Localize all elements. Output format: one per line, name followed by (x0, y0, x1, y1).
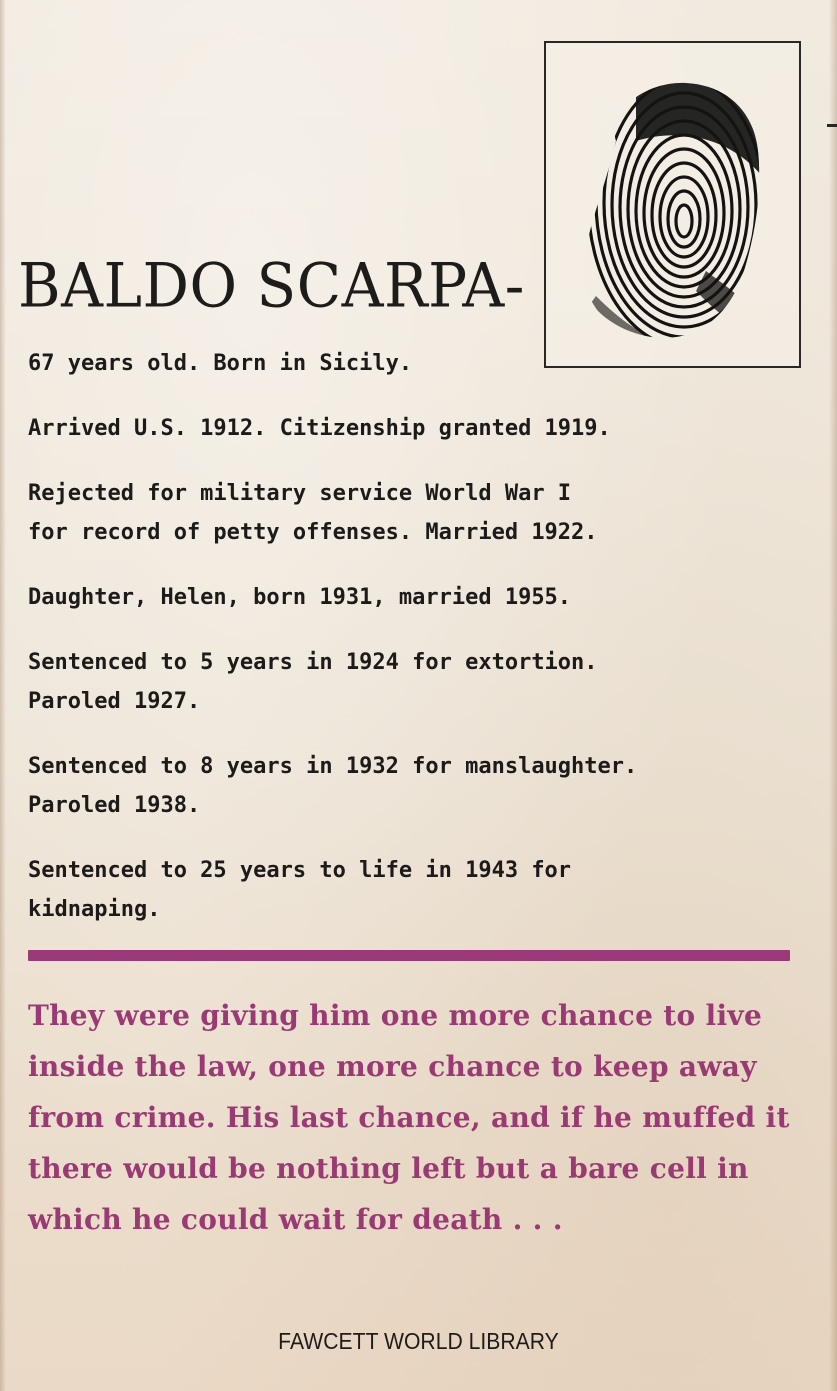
publisher-name: FAWCETT WORLD LIBRARY (278, 1328, 559, 1354)
fact-sentence-extortion: Sentenced to 5 years in 1924 for extortion. Paroled 1927. (28, 650, 598, 714)
divider-rule (28, 950, 790, 961)
fact-age: 67 years old. Born in Sicily. (28, 351, 413, 376)
page-edge-left (0, 0, 6, 1391)
fact-arrival: Arrived U.S. 1912. Citizenship granted 1919. (28, 416, 611, 441)
page-title: BALDO SCARPA- (18, 250, 525, 322)
fact-military: Rejected for military service World War I for record of petty offenses. Married 1922. (28, 481, 598, 545)
page-edge-right (829, 0, 837, 1391)
blurb-text: They were giving him one more chance to live inside the law, one more chance to keep away from crime. His last chance, and if he muffed it there would be nothing left but a bare cell in which he could wait for death . . . (28, 999, 790, 1236)
fingerprint-frame (544, 41, 801, 368)
fact-sentence-manslaughter: Sentenced to 8 years in 1932 for manslaughter. Paroled 1938. (28, 754, 638, 818)
edge-tick-mark (827, 124, 837, 127)
fingerprint-icon (576, 71, 776, 351)
fact-list (28, 344, 798, 955)
fact-daughter: Daughter, Helen, born 1931, married 1955. (28, 585, 572, 610)
fact-sentence-kidnaping: Sentenced to 25 years to life in 1943 for kidnaping. (28, 858, 572, 922)
